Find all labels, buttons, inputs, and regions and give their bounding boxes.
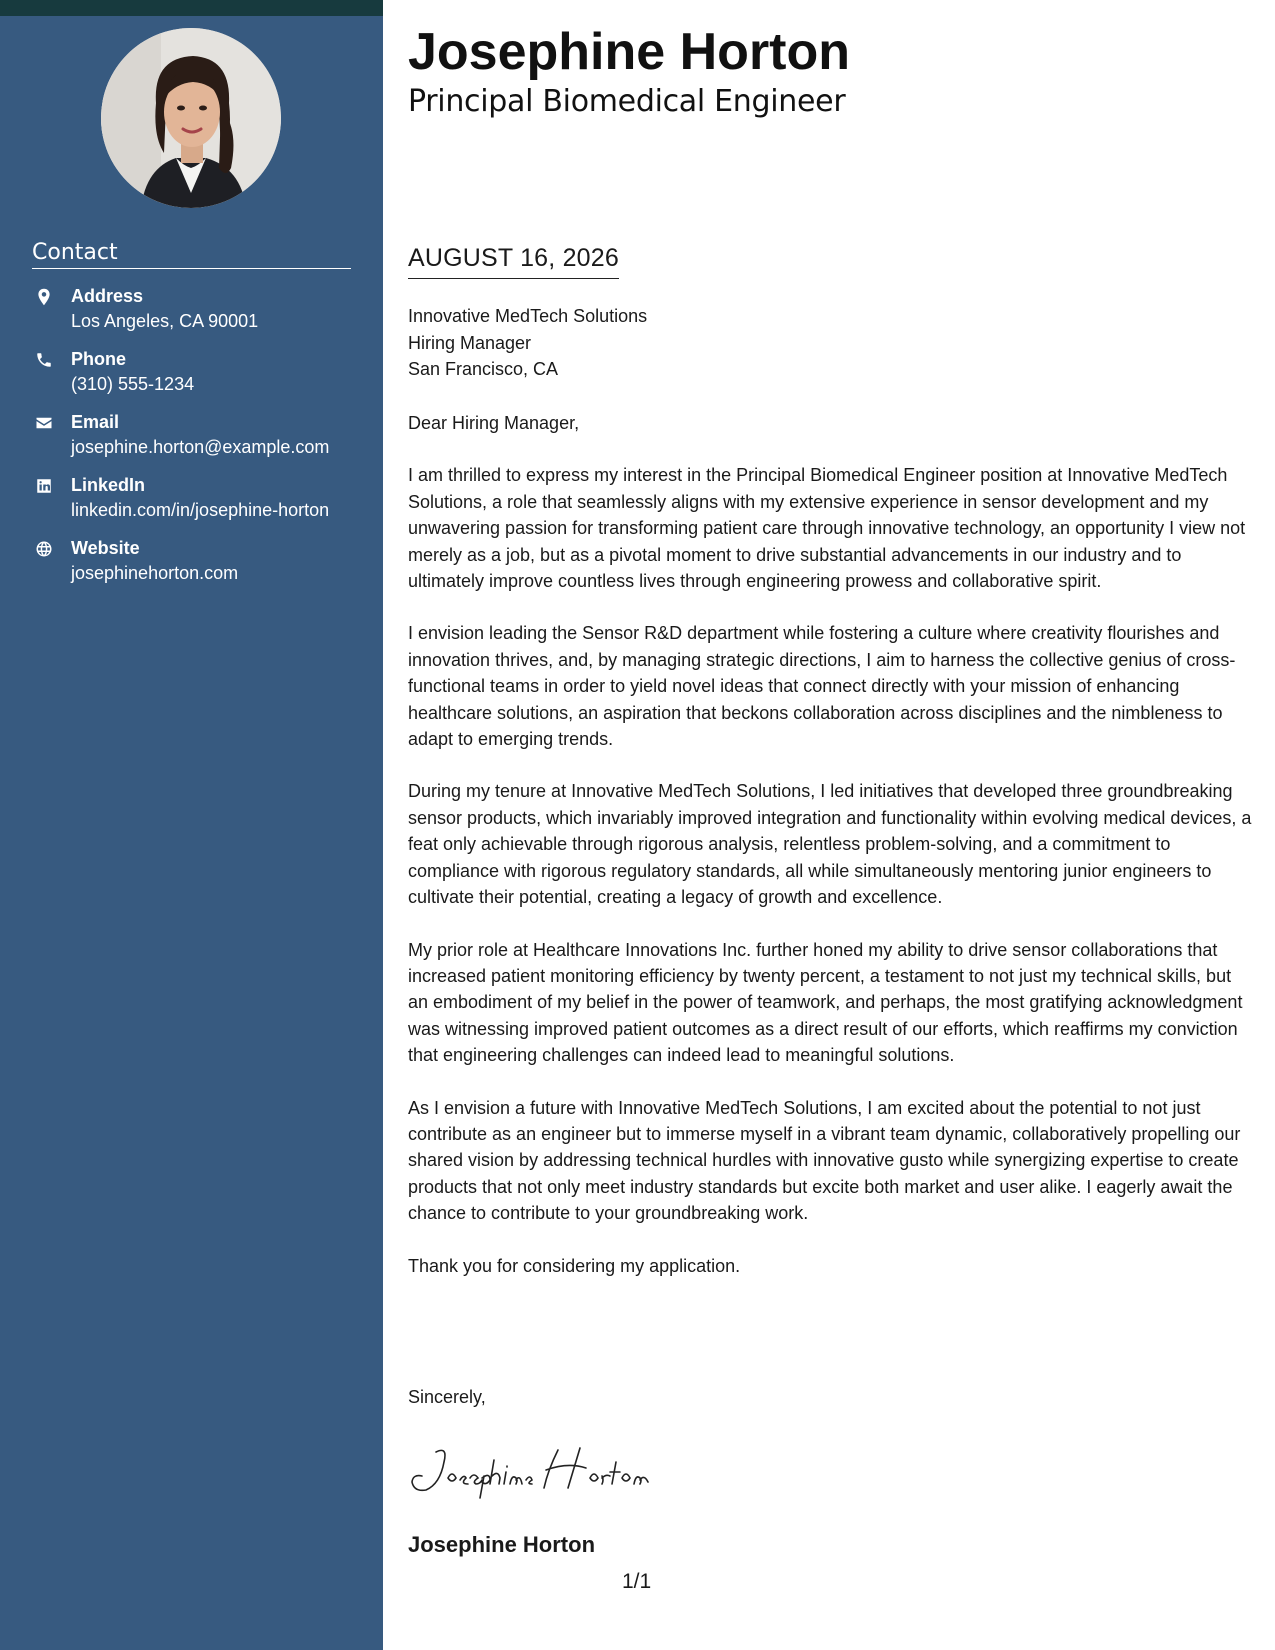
body-paragraph: My prior role at Healthcare Innovations Inc. further honed my ability to drive sensor collaborations that increased patient monitoring efficiency by twenty percent, a testament to not just my technical skills, but an embodiment of my belief in the power of teamwork, and perhaps, the most gratifying acknowledgment was witnessing improved patient outcomes as a direct result of our efforts, which reaffirms my conviction that engineering challenges can indeed lead to meaningful solutions. [408,939,1243,1066]
body-paragraph: During my tenure at Innovative MedTech Solutions, I led initiatives that developed three groundbreaking sensor products, which invariably improved integration and functionality within evolving medical devices, a feat only achievable through rigorous analysis, relentless problem-solving, and a commitment to compliance with rigorous regulatory standards, all while simultaneously mentoring junior engineers to cultivate their potential, creating a legacy of growth and excellence. [408,781,1252,908]
website-link[interactable]: josephinehorton.com [71,563,239,583]
job-title: Principal Biomedical Engineer [408,84,846,119]
contact-label: Email [71,412,120,432]
sidebar [0,0,383,1650]
profile-photo [101,28,281,208]
handwritten-signature [408,1440,678,1500]
contact-item-website [32,538,372,590]
signer-name: Josephine Horton [408,1532,596,1557]
body-paragraph: I am thrilled to express my interest in the Principal Biomedical Engineer position at Innovative MedTech Solutions, a role that seamlessly aligns with my extensive experience in sensor development and my unwavering passion for transforming patient care through innovative technology, an opportunity I view not merely as a job, but as a pivotal moment to drive substantial advancements in our industry and to ultimately improve countless lives through engineering prowess and collaborative spirit. [408,465,1246,592]
contact-label: Address [71,286,144,306]
page-number: 1/1 [622,1570,652,1593]
recipient-block [408,303,647,383]
applicant-name: Josephine Horton [408,23,851,81]
body-paragraph: Thank you for considering my application. [408,1255,741,1276]
globe-icon [35,540,55,560]
contact-item-address [32,286,372,338]
address-value: Los Angeles, CA 90001 [71,311,259,331]
contact-item-email [32,412,372,464]
recipient-company: Innovative MedTech Solutions [408,306,648,326]
recipient-location: San Francisco, CA [408,359,559,379]
contact-label: LinkedIn [71,475,146,495]
linkedin-icon [35,477,55,497]
location-pin-icon [35,288,55,308]
salutation: Dear Hiring Manager, [408,413,580,433]
sidebar-top-bar [0,0,383,16]
recipient-title: Hiring Manager [408,332,532,353]
envelope-icon [35,414,55,434]
letter-date: AUGUST 16, 2026 [408,244,619,279]
contact-label: Phone [71,349,127,369]
body-paragraph: As I envision a future with Innovative MedTech Solutions, I am excited about the potential to not just contribute as an engineer but to immerse myself in a vibrant team dynamic, collaboratively propelling our shared vision by addressing technical hurdles with innovative gusto while synergizing expertise to create products that not only meet industry standards but excite both market and user alike. I eagerly await the chance to contribute to your groundbreaking work. [408,1097,1241,1224]
contact-heading: Contact [32,240,351,269]
closing: Sincerely, [408,1387,486,1407]
contact-label: Website [71,538,140,558]
contact-item-linkedin [32,475,372,527]
phone-icon [35,351,55,371]
contact-item-phone [32,349,372,401]
phone-value: (310) 555-1234 [71,374,195,394]
body-paragraph: I envision leading the Sensor R&D department while fostering a culture where creativity flourishes and innovation thrives, and, by managing strategic directions, I aim to harness the collective genius of cross-functional teams in order to yield novel ideas that connect directly with your mission of enhancing healthcare solutions, an aspiration that beckons collaboration across disciplines and the nimbleness to adapt to emerging trends. [408,623,1236,750]
letter-body [408,410,1253,1305]
linkedin-link[interactable]: linkedin.com/in/josephine-horton [71,500,330,520]
email-link[interactable]: josephine.horton@example.com [71,437,330,457]
